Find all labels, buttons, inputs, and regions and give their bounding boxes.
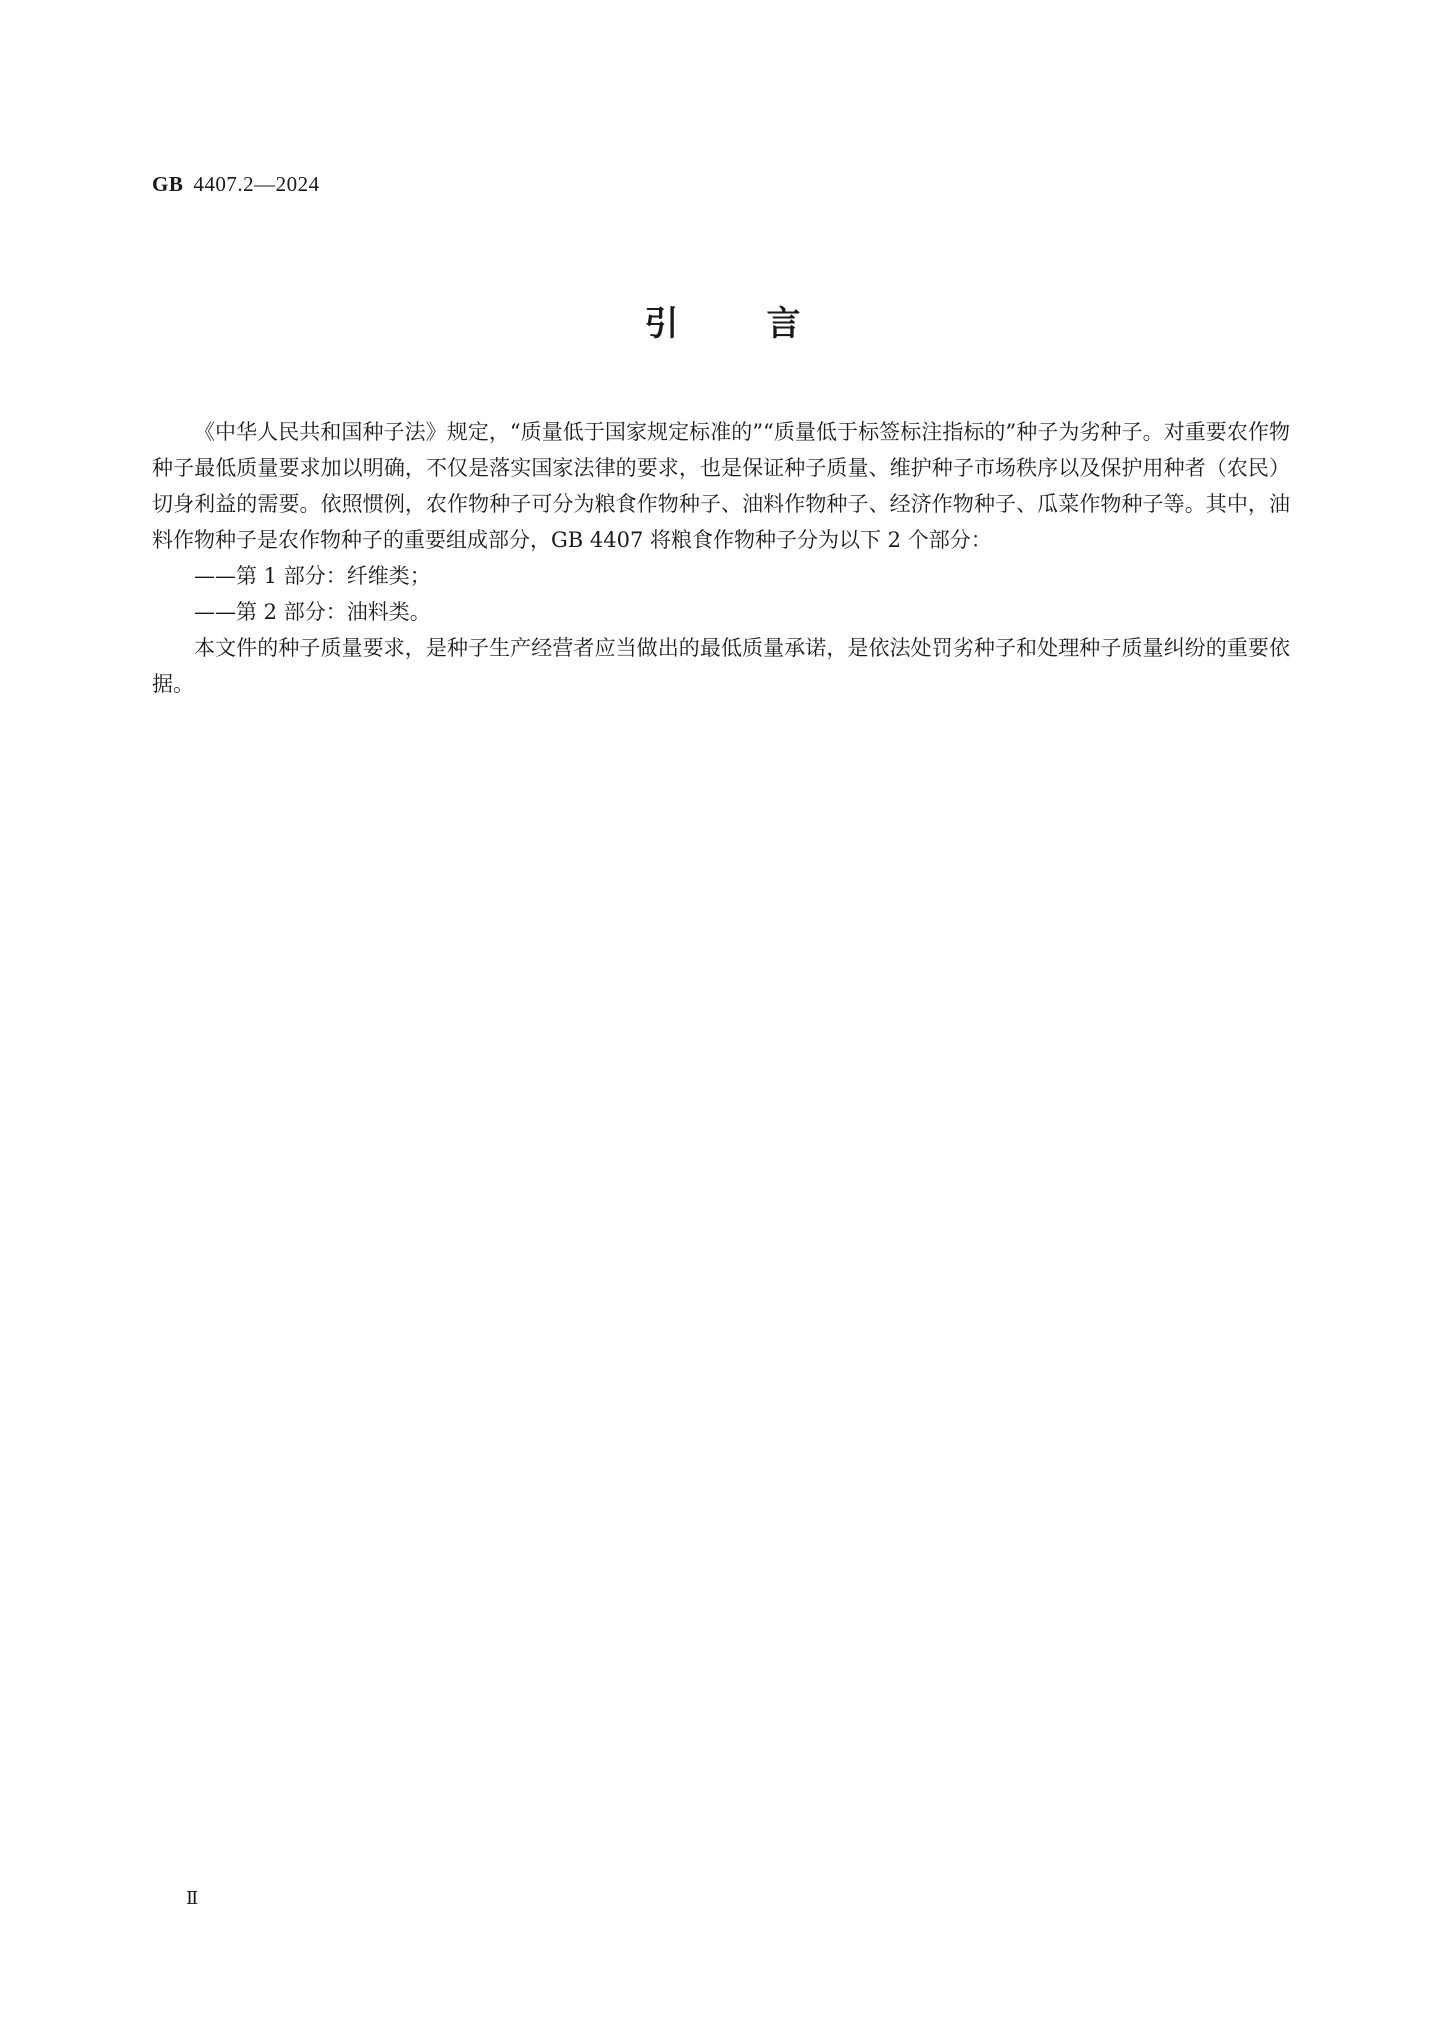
document-code (152, 172, 320, 197)
standard-prefix: GB (152, 172, 184, 196)
intro-paragraph: 《中华人民共和国种子法》规定，“质量低于国家规定标准的”“质量低于标签标注指标的”种子为劣种子。对重要农作物种子最低质量要求加以明确，不仅是落实国家法律的要求，也是保证种子质量、维护种子市场秩序以及保护用种者（农民）切身利益的需要。依照惯例，农作物种子可分为粮食作物种子、油料作物种子、经济作物种子、瓜菜作物种子等。其中，油料作物种子是农作物种子的重要组成部分，GB 4407 将粮食作物种子分为以下 2 个部分： (152, 420, 1290, 552)
page-number: Ⅱ (186, 1888, 199, 1908)
closing-paragraph: 本文件的种子质量要求，是种子生产经营者应当做出的最低质量承诺，是依法处罚劣种子和处理种子质量纠纷的重要依据。 (152, 636, 1290, 696)
introduction-body (152, 414, 1290, 702)
standard-number: 4407.2—2024 (193, 172, 320, 196)
list-item-part-1: ——第 1 部分：纤维类； (194, 564, 431, 588)
section-title: 引言 (644, 304, 889, 344)
list-item-part-2: ——第 2 部分：油料类。 (194, 600, 431, 624)
